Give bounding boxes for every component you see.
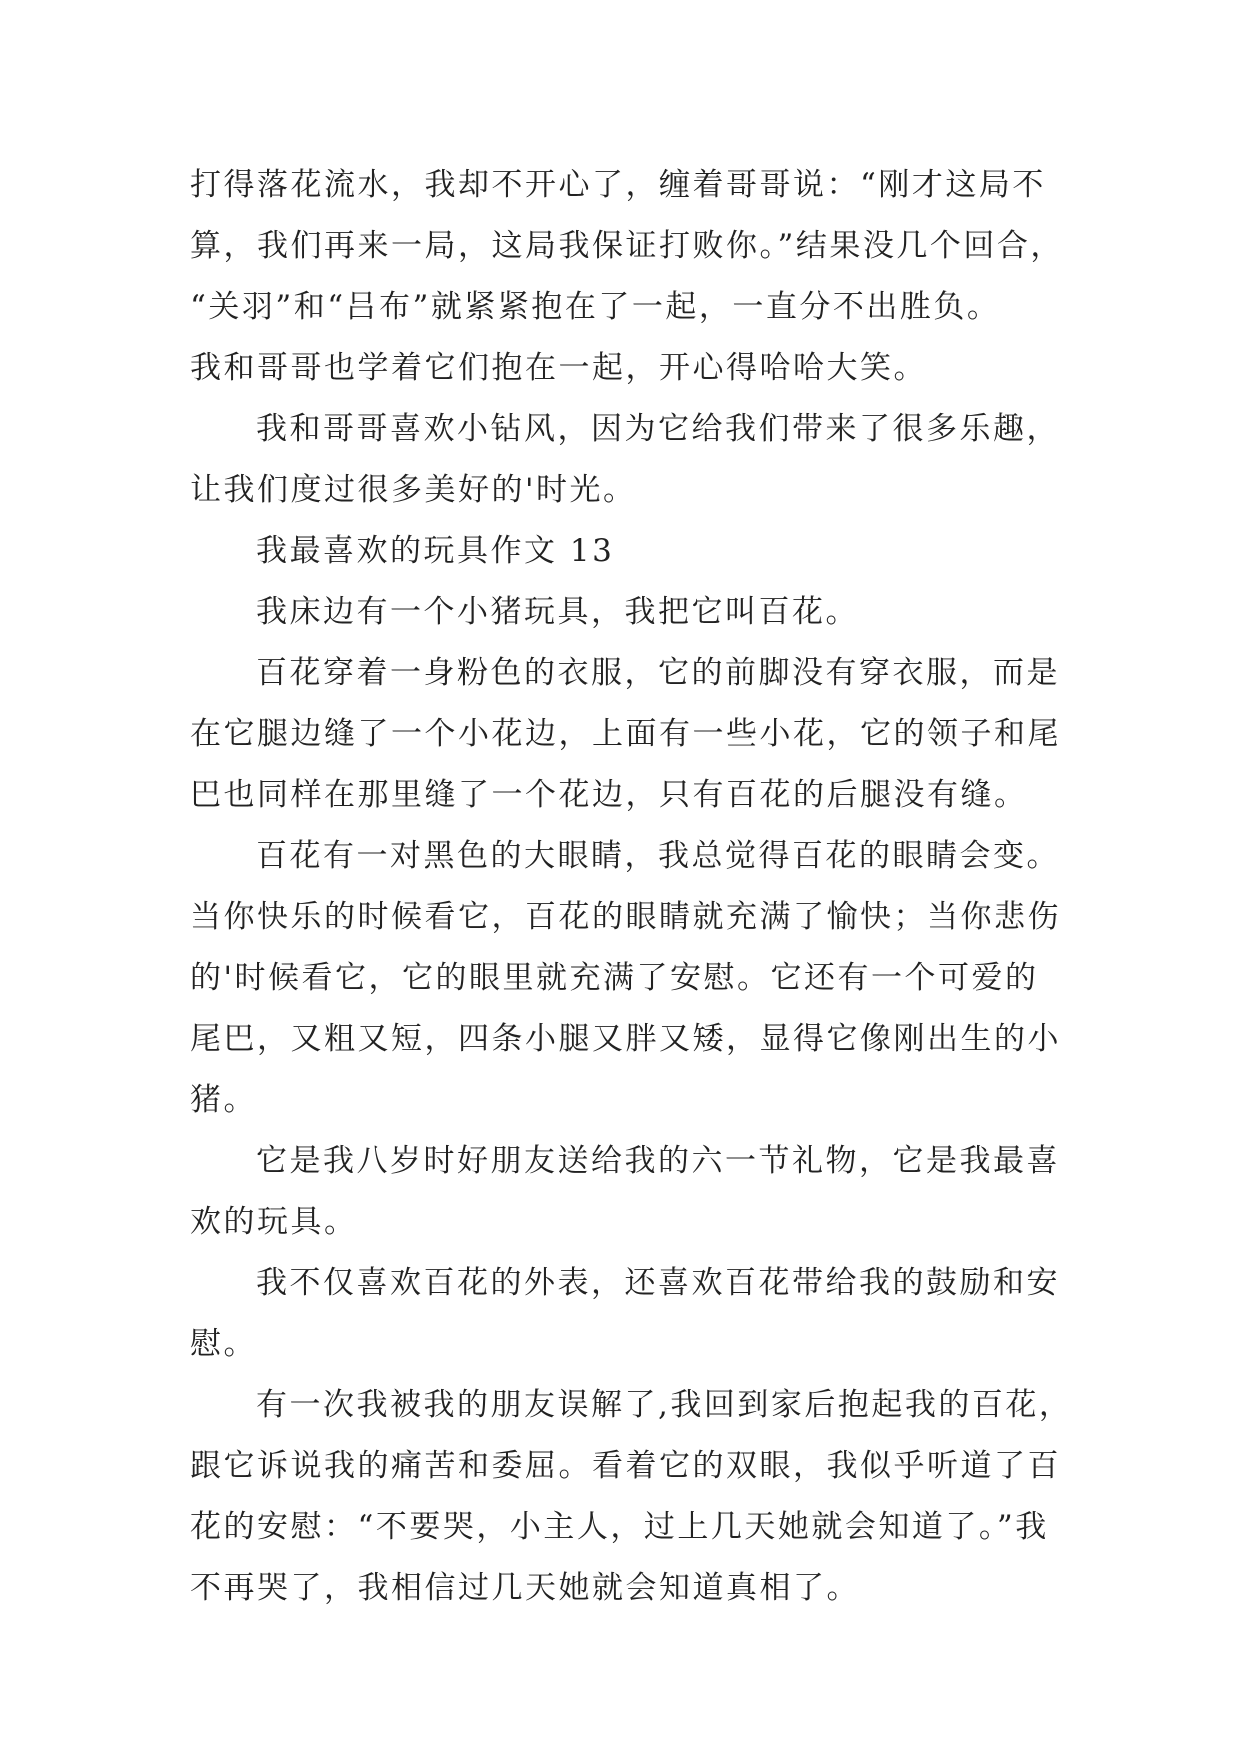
text-line: 的'时候看它，它的眼里就充满了安慰。它还有一个可爱的 — [190, 960, 1039, 996]
paragraph-first-line: 百花有一对黑色的大眼睛，我总觉得百花的眼睛会变。 — [256, 838, 1060, 874]
text-line: 不再哭了，我相信过几天她就会知道真相了。 — [190, 1570, 860, 1606]
paragraph-first-line: 我和哥哥喜欢小钻风，因为它给我们带来了很多乐趣， — [256, 411, 1060, 447]
text-line: 打得落花流水，我却不开心了，缠着哥哥说：“刚才这局不 — [190, 167, 1046, 203]
paragraph-first-line: 百花穿着一身粉色的衣服，它的前脚没有穿衣服，而是 — [256, 655, 1060, 691]
text-line: 花的安慰：“不要哭，小主人，过上几天她就会知道了。”我 — [190, 1509, 1049, 1545]
text-line: 巴也同样在那里缝了一个花边，只有百花的后腿没有缝。 — [190, 777, 1028, 813]
text-line: “关羽”和“吕布”就紧紧抱在了一起，一直分不出胜负。 — [190, 289, 1001, 325]
text-line: 算，我们再来一局，这局我保证打败你。”结果没几个回合， — [190, 228, 1064, 264]
paragraph-first-line: 有一次我被我的朋友误解了,我回到家后抱起我的百花， — [256, 1387, 1073, 1423]
text-line: 欢的玩具。 — [190, 1204, 358, 1240]
paragraph-first-line: 它是我八岁时好朋友送给我的六一节礼物，它是我最喜 — [256, 1143, 1060, 1179]
text-line: 尾巴，又粗又短，四条小腿又胖又矮，显得它像刚出生的小 — [190, 1021, 1061, 1057]
text-line: 跟它诉说我的痛苦和委屈。看着它的双眼，我似乎听道了百 — [190, 1448, 1061, 1484]
text-line: 让我们度过很多美好的'时光。 — [190, 472, 637, 508]
text-line: 慰。 — [190, 1326, 257, 1362]
text-line: 猪。 — [190, 1082, 257, 1118]
text-line: 我和哥哥也学着它们抱在一起，开心得哈哈大笑。 — [190, 350, 927, 386]
paragraph-first-line: 我不仅喜欢百花的外表，还喜欢百花带给我的鼓励和安 — [256, 1265, 1060, 1301]
text-line: 当你快乐的时候看它，百花的眼睛就充满了愉快；当你悲伤 — [190, 899, 1061, 935]
paragraph-first-line: 我床边有一个小猪玩具，我把它叫百花。 — [256, 594, 859, 630]
paragraph-first-line: 我最喜欢的玩具作文 13 — [256, 533, 615, 569]
text-line: 在它腿边缝了一个小花边，上面有一些小花，它的领子和尾 — [190, 716, 1061, 752]
document-body — [190, 155, 1095, 1619]
